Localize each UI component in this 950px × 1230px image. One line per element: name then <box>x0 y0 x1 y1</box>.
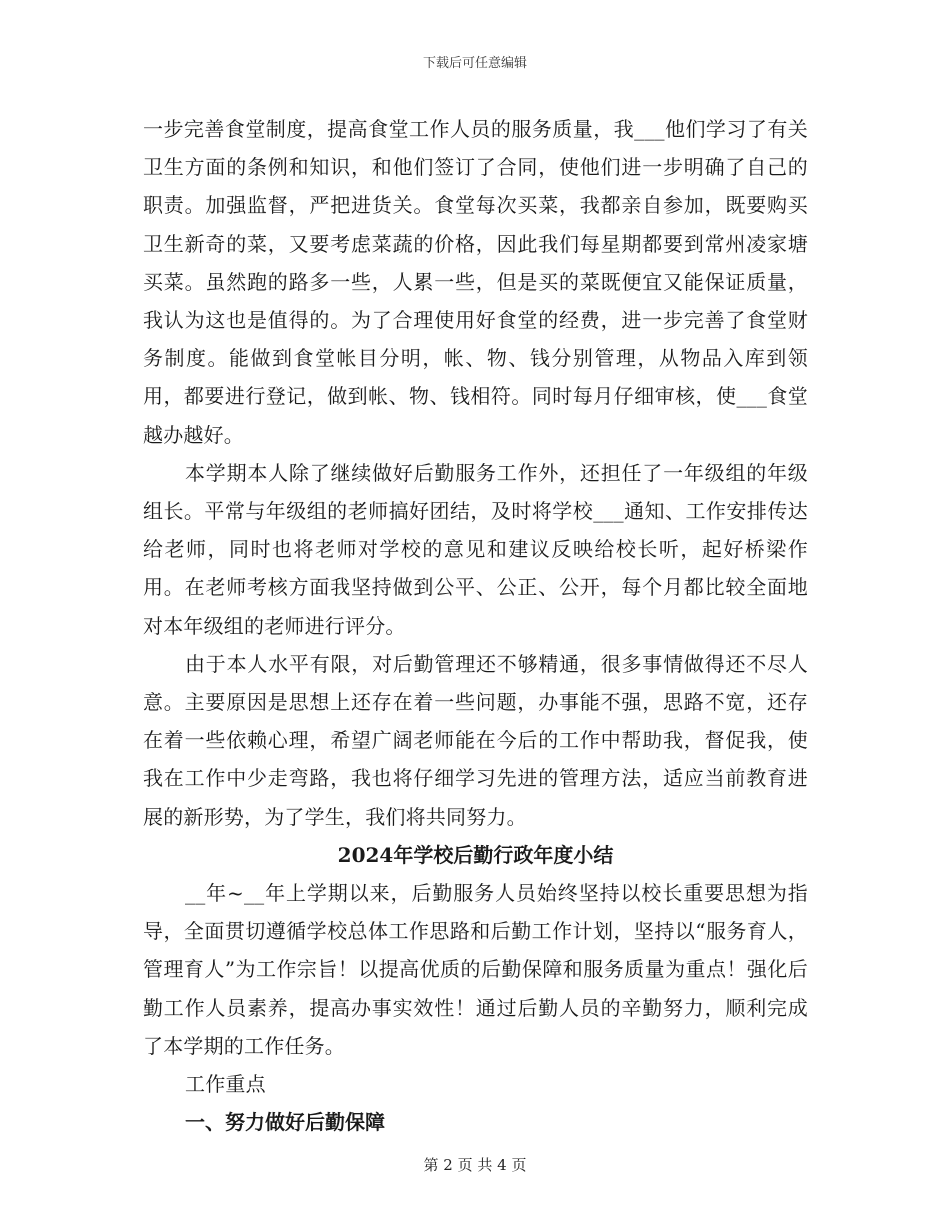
paragraph-grade-leader: 本学期本人除了继续做好后勤服务工作外，还担任了一年级组的年级组长。平常与年级组的老师搞好团结，及时将学校___通知、工作安排传达给老师，同时也将老师对学校的意见和建议反映给校长听，起好桥梁作用。在老师考核方面我坚持做到公平、公正、公开，每个月都比较全面地对本年级组的老师进行评分。 <box>143 460 808 638</box>
document-body <box>143 110 808 1141</box>
heading-logistics-support: 一、努力做好后勤保障 <box>185 1110 385 1135</box>
paragraph-summary-intro: __年~__年上学期以来，后勤服务人员始终坚持以校长重要思想为指导，全面贯切遵循学校总体工作思路和后勤工作计划，坚持以“服务育人，管理育人”为工作宗旨！以提高优质的后勤保障和服务质量为重点！强化后勤工作人员素养，提高办事实效性！通过后勤人员的辛勤努力，顺利完成了本学期的工作任务。 <box>143 881 808 1058</box>
page-header: 下载后可任意编辑 <box>422 56 527 71</box>
paragraph-cafeteria: 一步完善食堂制度，提高食堂工作人员的服务质量，我___他们学习了有关卫生方面的条例和知识，和他们签订了合同，使他们进一步明确了自己的职责。加强监督，严把进货关。食堂每次买菜，我都亲自参加，既要购买卫生新奇的菜，又要考虑菜蔬的价格，因此我们每星期都要到常州凌家塘买菜。虽然跑的路多一些，人累一些，但是买的菜既便宜又能保证质量，我认为这也是值得的。为了合理使用好食堂的经费，进一步完善了食堂财务制度。能做到食堂帐目分明，帐、物、钱分别管理，从物品入库到领用，都要进行登记，做到帐、物、钱相符。同时每月仔细审核，使___食堂越办越好。 <box>143 117 808 447</box>
paragraph-self-reflection: 由于本人水平有限，对后勤管理还不够精通，很多事情做得还不尽人意。主要原因是思想上还存在着一些问题，办事能不强，思路不宽，还存在着一些依赖心理，希望广阔老师能在今后的工作中帮助我，督促我，使我在工作中少走弯路，我也将仔细学习先进的管理方法，适应当前教育进展的新形势，为了学生，我们将共同努力。 <box>143 651 808 829</box>
paragraph-work-focus: 工作重点 <box>185 1072 266 1097</box>
page-footer: 第 2 页 共 4 页 <box>423 1156 527 1174</box>
section-title: 2024年学校后勤行政年度小结 <box>337 842 614 867</box>
